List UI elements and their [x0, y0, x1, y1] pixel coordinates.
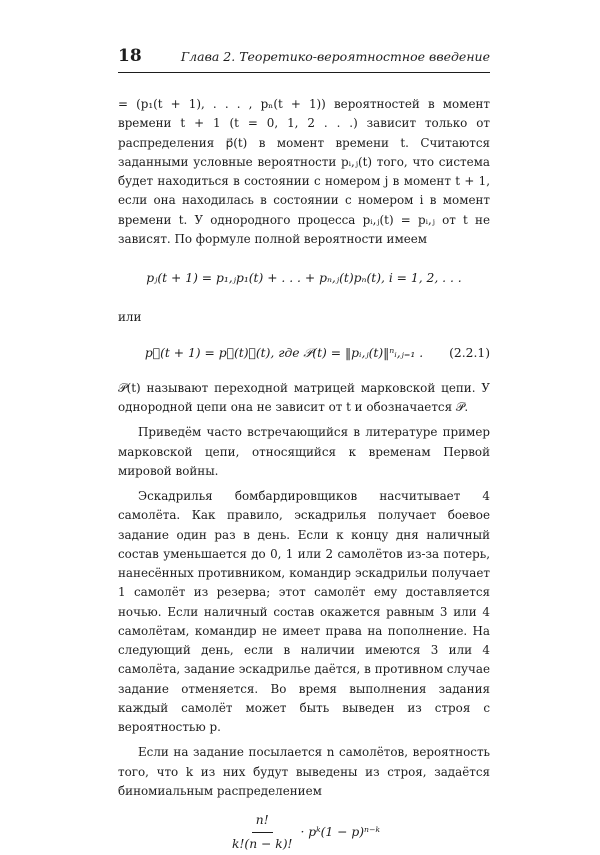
paragraph-5: Эскадрилья бомбардировщиков насчитывает 4 самолёта. Как правило, эскадрилья получает боевое задание один раз в день. Если к концу дня наличный состав уменьшается до 0, 1 или 2 самолётов из-за потерь, нанесённых противником, командир эскадрильи получает 1 самолёт из резерва; этот самолёт ему доставляется ночью. Если наличный состав окажется равным 3 или 4 самолётам, командир не имеет права на пополнение. На следующий день, если в наличии имеются 3 или 4 самолёта, задание эскадрилье даётся, в противном случае задание отменяется. Во время выполнения задания каждый самолёт может быть выведен из строя с вероятностью p.: [118, 489, 490, 734]
equation-1: pⱼ(t + 1) = p₁,ⱼp₁(t) + . . . + pₙ,ⱼ(t)pₙ(t), i = 1, 2, . . .: [146, 271, 462, 285]
header-rule: [118, 72, 490, 73]
binomial-formula: [118, 811, 490, 855]
equation-2-body: p⃗(t + 1) = p⃗(t)𝒫(t), где 𝒫(t) = ‖pᵢ,ⱼ(t)‖ⁿᵢ,ⱼ₌₁ .: [144, 345, 424, 360]
paragraph-1: = (p₁(t + 1), . . . , pₙ(t + 1)) вероятностей в момент времени t + 1 (t = 0, 1, 2 . . .) зависит только от распределения p⃗(t) в момент времени t. Считаются заданными условные вероятности pᵢ,ⱼ(t) того, что система будет находиться в состоянии с номером j в момент t + 1, если она находилась в состоянии с номером i в момент времени t. У однородного процесса pᵢ,ⱼ(t) = pᵢ,ⱼ от t не зависят. По формуле полной вероятности имеем: [118, 97, 490, 246]
page-header: [118, 46, 490, 66]
page-number: 18: [118, 46, 142, 66]
equation-2-2-1: [118, 344, 490, 363]
paragraph-2: или: [118, 310, 142, 325]
binomial-fraction: [228, 811, 296, 855]
binomial-tail: · pᵏ(1 − p)ⁿ⁻ᵏ: [300, 825, 380, 840]
equation-number: (2.2.1): [449, 345, 490, 360]
fraction-numerator: n!: [252, 811, 273, 833]
paragraph-6: Если на задание посылается n самолётов, вероятность того, что k из них будут выведены из строя, задаётся биномиальным распределением: [118, 745, 490, 798]
running-head: Глава 2. Теоретико-вероятностное введение: [180, 49, 490, 64]
paragraph-3: 𝒫(t) называют переходной матрицей марковской цепи. У однородной цепи она не зависит от t и обозначается 𝒫.: [118, 380, 490, 414]
fraction-denominator: k!(n − k)!: [232, 837, 293, 852]
page-body: [118, 95, 490, 855]
paragraph-4: Приведём часто встречающийся в литературе пример марковской цепи, относящийся к временам Первой мировой войны.: [118, 425, 490, 478]
